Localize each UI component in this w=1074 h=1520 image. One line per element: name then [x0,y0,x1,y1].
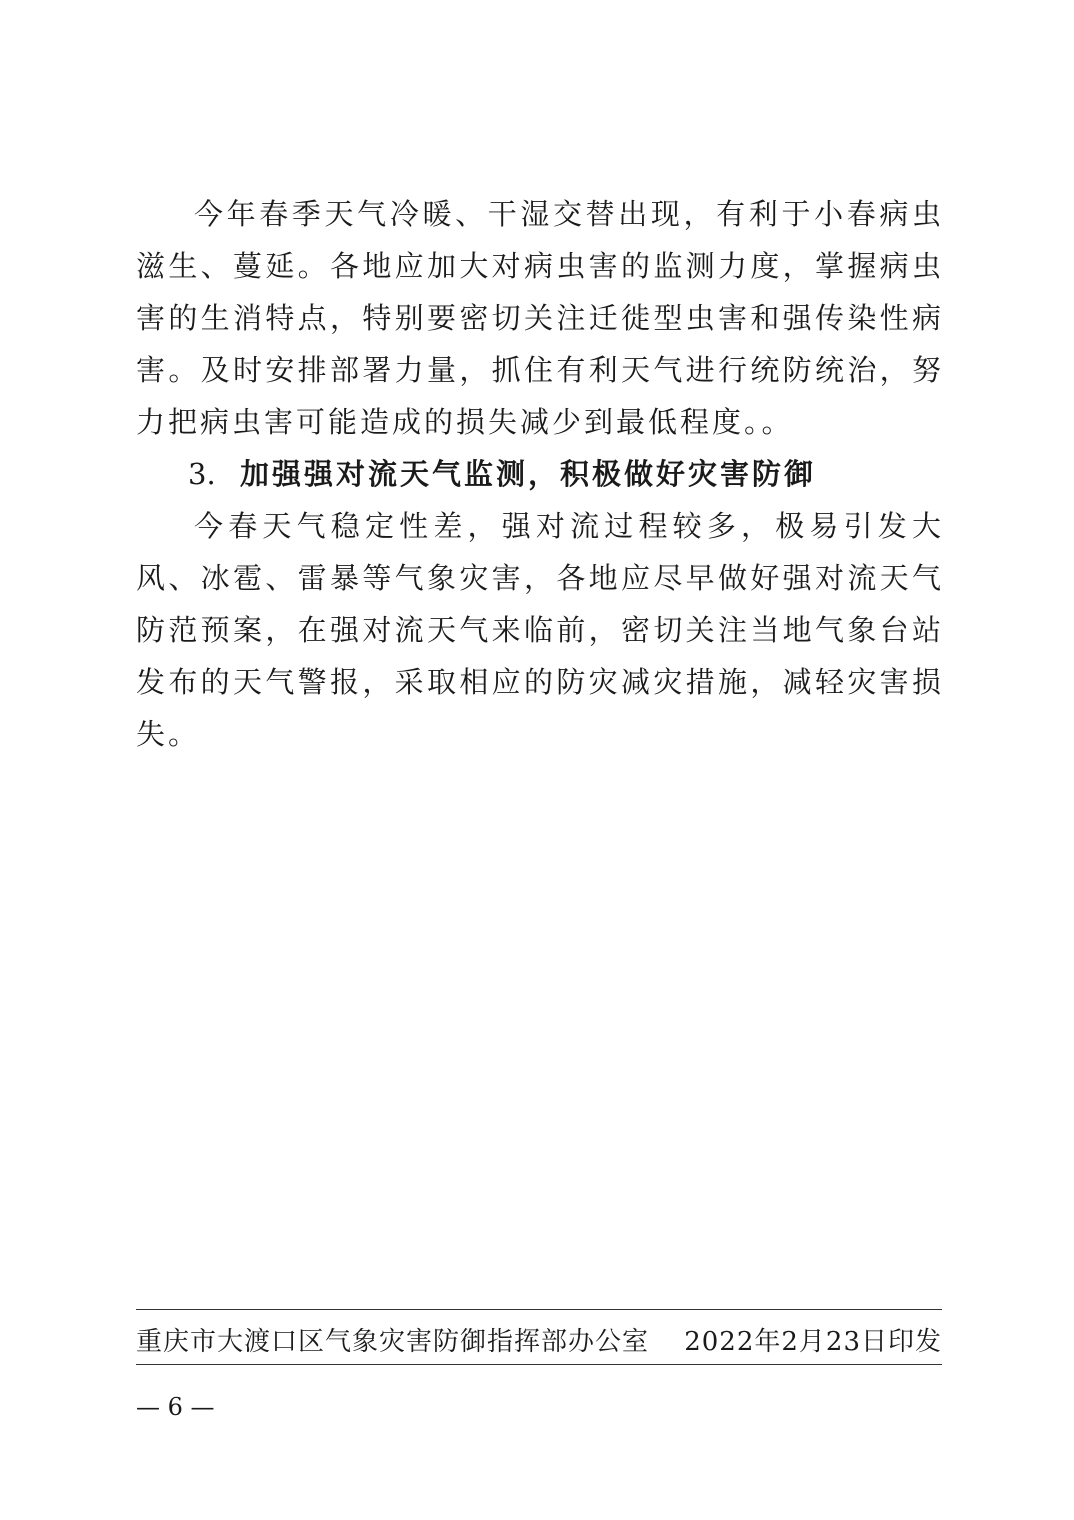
section-number: 3. [188,457,216,491]
footer-issuer-row [136,1322,942,1362]
footer-top-rule [136,1309,942,1310]
footer-issue-date: 2022年2月23日印发 [684,1327,942,1357]
section-heading-3 [136,448,944,500]
footer-bottom-rule [136,1364,942,1365]
page-number: — 6 — [136,1393,215,1421]
paragraph-pest-monitoring: 今年春季天气冷暖、干湿交替出现，有利于小春病虫滋生、蔓延。各地应加大对病虫害的监测力度，掌握病虫害的生消特点，特别要密切关注迁徙型虫害和强传染性病害。及时安排部署力量，抓住有利天气进行统防统治，努力把病虫害可能造成的损失减少到最低程度。。 [136,197,944,439]
document-body [136,188,944,760]
footer-organization: 重庆市大渡口区气象灾害防御指挥部办公室 [136,1327,650,1357]
paragraph-convective-weather: 今春天气稳定性差，强对流过程较多，极易引发大风、冰雹、雷暴等气象灾害，各地应尽早做好强对流天气防范预案，在强对流天气来临前，密切关注当地气象台站发布的天气警报，采取相应的防灾减灾措施，减轻灾害损失。 [136,509,944,751]
section-heading-text: 加强强对流天气监测，积极做好灾害防御 [240,457,817,491]
